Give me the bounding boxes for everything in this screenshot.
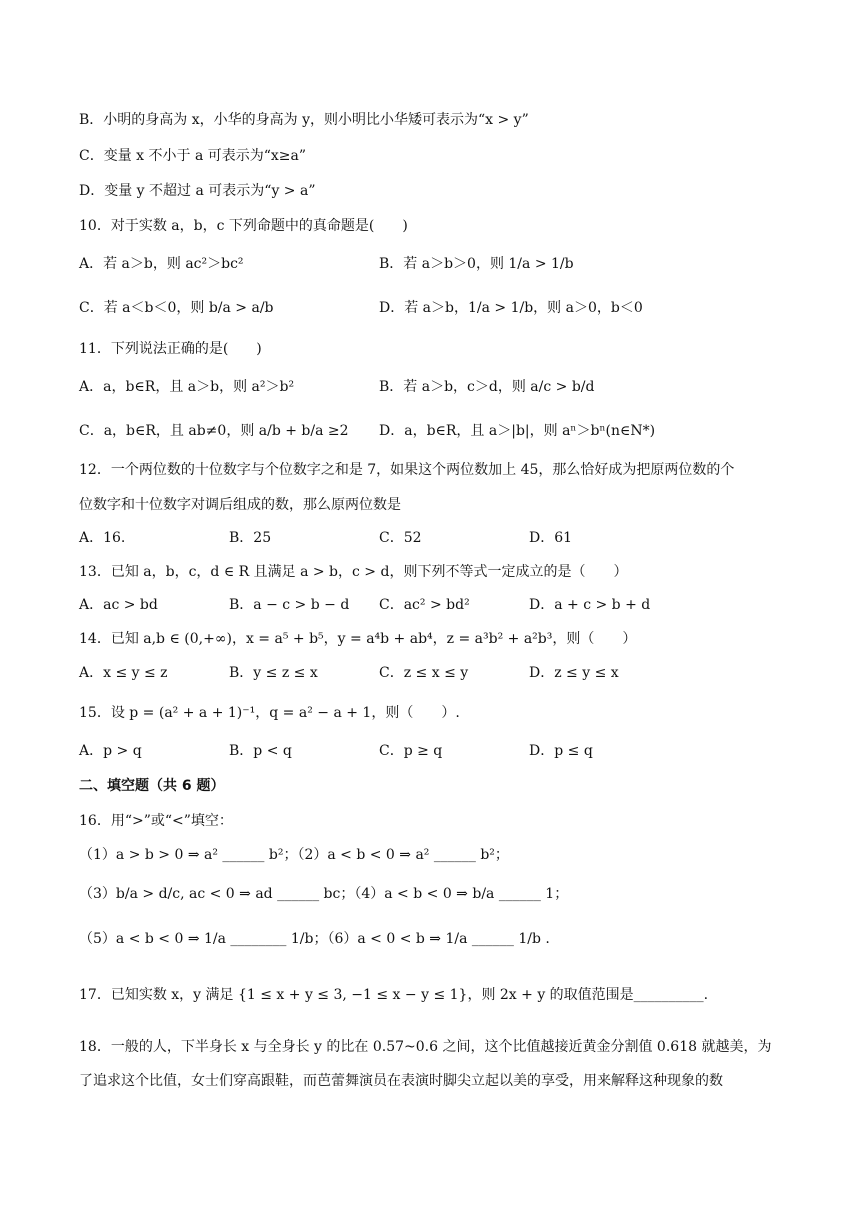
q18-stem-line1: 18．一般的人，下半身长 x 与全身长 y 的比在 0.57~0.6 之间，这个比值越接近黄金分割值 0.618 就越美，为 [79,1039,772,1055]
q15-stem: 15．设 p = (a² + a + 1)⁻¹，q = a² − a + 1，则（ ）. [79,705,460,721]
q16-items-1-2: （1）a > b > 0 ⇒ a² ______ b²；（2）a < b < 0 ⇒ a² ______ b²； [79,847,509,863]
q12-option-c: C．52 [379,530,422,546]
section-heading-fill-in: 二、填空题（共 6 题） [79,778,225,794]
q17-stem: 17．已知实数 x，y 满足 {1 ≤ x + y ≤ 3, −1 ≤ x − y ≤ 1}，则 2x + y 的取值范围是__________. [79,987,709,1003]
q9-option-c: C．变量 x 不小于 a 可表示为“x≥a” [79,148,307,164]
q12-option-a: A．16. [79,530,126,546]
q15-option-d: D．p ≤ q [529,743,593,759]
q10-option-c: C．若 a＜b＜0，则 b/a > a/b [79,300,274,316]
q16-items-3-4: （3）b/a > d/c, ac < 0 ⇒ ad ______ bc；（4）a < b < 0 ⇒ b/a ______ 1； [79,886,569,902]
q12-option-b: B．25 [229,530,272,546]
q10-option-b: B．若 a＞b＞0，则 1/a > 1/b [379,256,574,272]
q11-option-b: B．若 a＞b，c＞d，则 a/c > b/d [379,379,595,395]
q16-stem: 16．用“>”或“<”填空： [79,813,233,829]
q10-stem: 10．对于实数 a，b，c 下列命题中的真命题是( ) [79,218,408,234]
q14-option-d: D．z ≤ y ≤ x [529,665,619,681]
q18-stem-line2: 了追求这个比值，女士们穿高跟鞋，而芭蕾舞演员在表演时脚尖立起以美的享受，用来解释这种现象的数 [79,1073,723,1089]
q9-option-d: D．变量 y 不超过 a 可表示为“y > a” [79,183,316,199]
q11-stem: 11．下列说法正确的是( ) [79,341,262,357]
q16-items-5-6: （5）a < b < 0 ⇒ 1/a ________ 1/b；（6）a < 0 < b ⇒ 1/a ______ 1/b . [79,931,550,947]
q15-option-c: C．p ≥ q [379,743,443,759]
q11-option-d: D．a，b∈R，且 a＞|b|，则 aⁿ＞bⁿ(n∈N*) [379,423,656,439]
q11-option-a: A．a，b∈R，且 a＞b，则 a²＞b² [79,379,295,395]
q14-option-b: B．y ≤ z ≤ x [229,665,318,681]
q12-option-d: D．61 [529,530,573,546]
q15-option-b: B．p < q [229,743,292,759]
q12-stem-line1: 12．一个两位数的十位数字与个位数字之和是 7，如果这个两位数加上 45，那么恰好成为把原两位数的个 [79,462,735,478]
q13-option-c: C．ac² > bd² [379,597,470,613]
q13-stem: 13．已知 a，b，c，d ∈ R 且满足 a > b，c > d，则下列不等式一定成立的是（ ） [79,564,628,580]
q10-option-a: A．若 a＞b，则 ac²＞bc² [79,256,244,272]
q14-option-c: C．z ≤ x ≤ y [379,665,469,681]
q9-option-b: B．小明的身高为 x，小华的身高为 y，则小明比小华矮可表示为“x > y” [79,112,529,128]
q12-stem-line2: 位数字和十位数字对调后组成的数，那么原两位数是 [79,497,401,513]
q13-option-d: D．a + c > b + d [529,597,651,613]
q11-option-c: C．a，b∈R，且 ab≠0，则 a/b + b/a ≥2 [79,423,349,439]
q10-option-d: D．若 a＞b，1/a > 1/b，则 a＞0，b＜0 [379,300,643,316]
q13-option-a: A．ac > bd [79,597,158,613]
q14-option-a: A．x ≤ y ≤ z [79,665,168,681]
q13-option-b: B．a − c > b − d [229,597,350,613]
q15-option-a: A．p > q [79,743,142,759]
q14-stem: 14．已知 a,b ∈ (0,+∞)，x = a⁵ + b⁵，y = a⁴b + ab⁴，z = a³b² + a²b³，则（ ） [79,631,637,647]
